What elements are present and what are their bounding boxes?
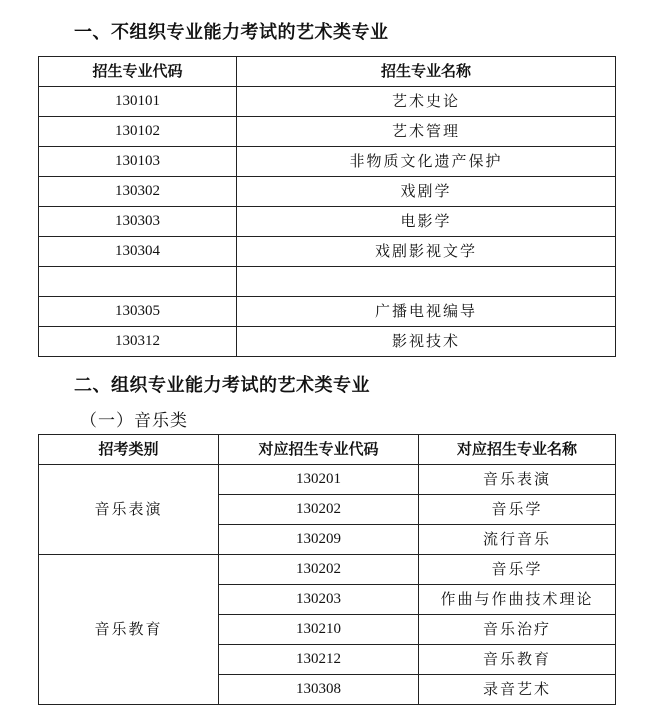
major-name: 音乐学 [419,555,616,585]
table-row [39,465,616,495]
table-row [39,117,616,147]
major-name: 音乐表演 [419,465,616,495]
major-code: 130312 [39,327,237,357]
major-code: 130201 [219,465,419,495]
major-name: 电影学 [237,207,616,237]
major-code: 130202 [219,495,419,525]
table-row [39,147,616,177]
section-2-heading: 二、组织专业能力考试的艺术类专业 [74,375,370,396]
music-exam-majors-table [38,434,616,705]
major-code: 130209 [219,525,419,555]
table-header-row [39,57,616,87]
major-code: 130203 [219,585,419,615]
major-name: 音乐学 [419,495,616,525]
major-code: 130202 [219,555,419,585]
major-name [237,267,616,297]
major-name: 戏剧学 [237,177,616,207]
column-header-code: 对应招生专业代码 [219,435,419,465]
major-code: 130305 [39,297,237,327]
major-name: 音乐治疗 [419,615,616,645]
major-code: 130303 [39,207,237,237]
major-code: 130103 [39,147,237,177]
table-header-row [39,435,616,465]
major-name: 广播电视编导 [237,297,616,327]
column-header-name: 对应招生专业名称 [419,435,616,465]
exam-category: 音乐表演 [39,465,219,555]
table-row [39,207,616,237]
table-row [39,297,616,327]
column-header-category: 招考类别 [39,435,219,465]
non-exam-majors-table [38,56,616,357]
section-1-heading: 一、不组织专业能力考试的艺术类专业 [74,22,389,43]
exam-category: 音乐教育 [39,555,219,705]
table-row [39,555,616,585]
major-name: 流行音乐 [419,525,616,555]
table-row [39,237,616,267]
major-code: 130101 [39,87,237,117]
table-row [39,327,616,357]
table-row [39,177,616,207]
column-header-name: 招生专业名称 [237,57,616,87]
major-code [39,267,237,297]
major-code: 130212 [219,645,419,675]
major-code: 130308 [219,675,419,705]
column-header-code: 招生专业代码 [39,57,237,87]
music-subheading: （一）音乐类 [80,411,188,431]
major-name: 戏剧影视文学 [237,237,616,267]
major-name: 艺术史论 [237,87,616,117]
major-code: 130102 [39,117,237,147]
major-code: 130302 [39,177,237,207]
table-row-empty [39,267,616,297]
major-name: 录音艺术 [419,675,616,705]
major-name: 音乐教育 [419,645,616,675]
major-name: 影视技术 [237,327,616,357]
major-name: 作曲与作曲技术理论 [419,585,616,615]
major-code: 130210 [219,615,419,645]
major-name: 非物质文化遗产保护 [237,147,616,177]
major-name: 艺术管理 [237,117,616,147]
major-code: 130304 [39,237,237,267]
table-row [39,87,616,117]
